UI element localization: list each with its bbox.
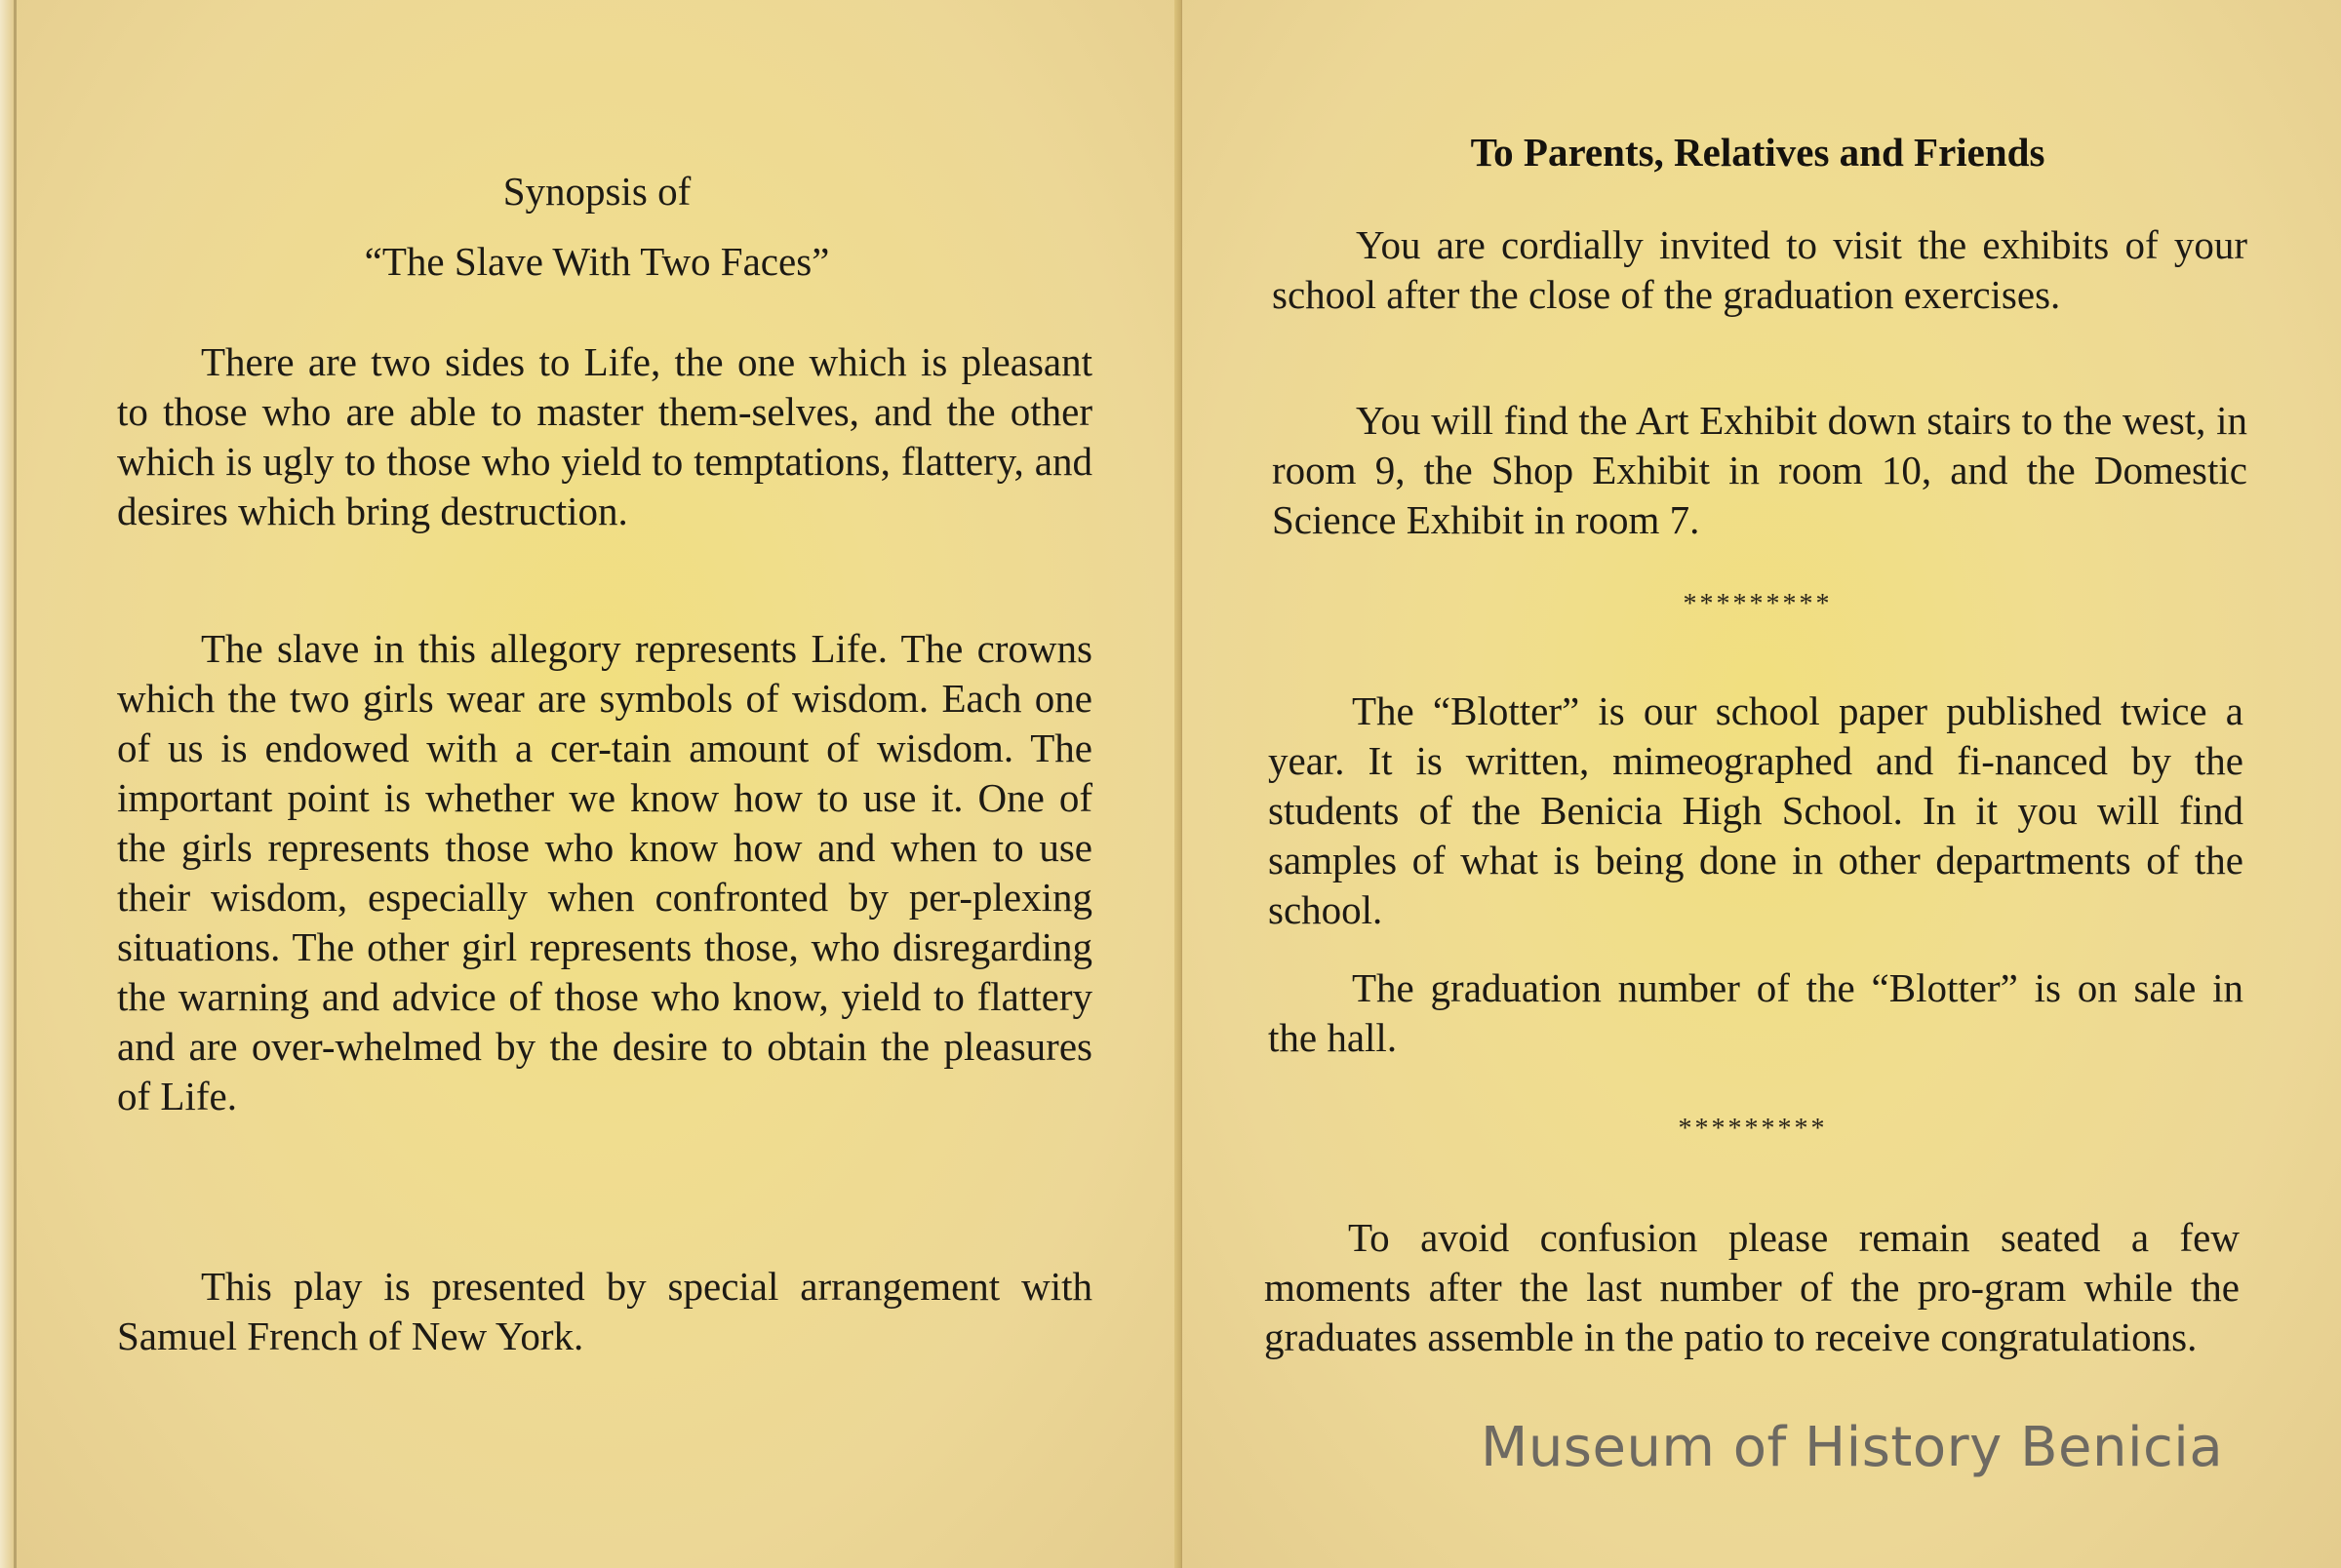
synopsis-paragraph-2: The slave in this allegory represents Life. The crowns which the two girls wear are symbols of wisdom. Each one of us is endowed with a cer-tain amount of wisdom. The important point is whether we know how to use it. One of the girls represents those who know how and when to use their wisdom, especially when confronted by per-plexing situations. The other girl represents those, who disregarding the warning and advice of those who know, yield to flattery and are over-whelmed by the desire to obtain the pleasures of Life. [117,626,1092,1118]
booklet-left-edge [0,0,14,1568]
right-page [1182,0,2341,1568]
synopsis-heading: Synopsis of [502,169,692,214]
exhibit-rooms-paragraph: You will find the Art Exhibit down stairs to the west, in room 9, the Shop Exhibit in room 10, and the Domestic Science Exhibit in room 7. [1272,398,2247,542]
invitation-paragraph: You are cordially invited to visit the exhibits of your school after the close of the graduation exercises. [1272,222,2247,317]
separator-stars-2: ********* [1678,1114,1828,1144]
parents-heading: To Parents, Relatives and Friends [1470,130,2045,175]
separator-stars-1: ********* [1683,589,1833,619]
left-page [14,0,1180,1568]
synopsis-paragraph-3: This play is presented by special arrangement with Samuel French of New York. [117,1264,1092,1358]
blotter-paragraph: The “Blotter” is our school paper published twice a year. It is written, mimeographed and fi-nanced by the students of the Benicia High School. In it you will find samples of what is being done in other departments of the school. [1268,688,2243,932]
confusion-paragraph: To avoid confusion please remain seated a few moments after the last number of the pro-gram while the graduates assemble in the patio to receive congratulations. [1264,1215,2240,1359]
synopsis-paragraph-1: There are two sides to Life, the one which is pleasant to those who are able to master them-selves, and the other which is ugly to those who yield to temptations, flattery, and desires which bring destruction. [117,339,1092,533]
play-title: “The Slave With Two Faces” [364,239,830,284]
museum-watermark: Museum of History Benicia [1481,1416,2224,1479]
blotter-sale-paragraph: The graduation number of the “Blotter” is on sale in the hall. [1268,965,2243,1060]
